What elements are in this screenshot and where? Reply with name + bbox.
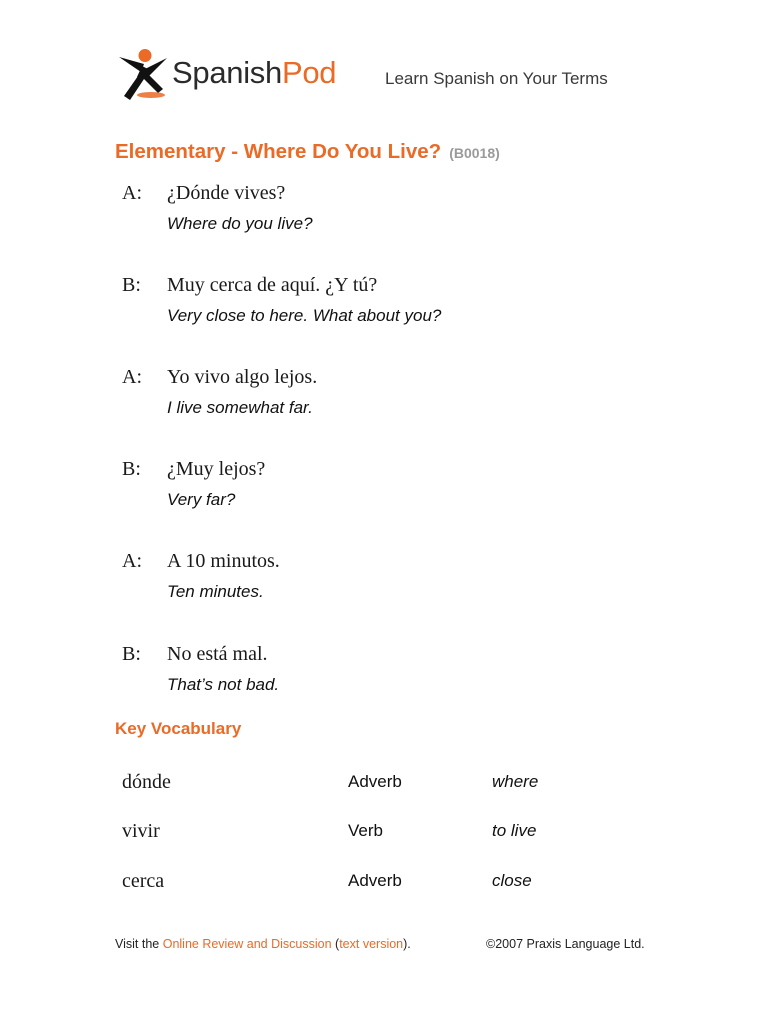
spanish-line: No está mal. — [167, 643, 268, 665]
online-review-link[interactable]: Online Review and Discussion — [162, 937, 332, 951]
spanish-line: ¿Dónde vives? — [167, 182, 286, 204]
vocab-meaning: where — [492, 772, 539, 791]
spanish-line: Muy cerca de aquí. ¿Y tú? — [167, 274, 378, 296]
speaker-label: B: — [122, 458, 141, 480]
brand-name — [172, 54, 336, 92]
vocab-word: cerca — [122, 870, 165, 892]
vocabulary-row — [122, 769, 682, 799]
vocab-part-of-speech: Verb — [348, 821, 383, 840]
english-translation: Very close to here. What about you? — [167, 306, 442, 325]
footer-links — [115, 936, 411, 952]
vocab-part-of-speech: Adverb — [348, 772, 402, 791]
vocabulary-row — [122, 818, 682, 848]
vocab-word: vivir — [122, 820, 160, 842]
speaker-label: A: — [122, 550, 142, 572]
text-version-link[interactable]: text version — [339, 937, 404, 951]
lesson-title-text: Elementary - Where Do You Live? — [115, 140, 442, 163]
vocabulary-row — [122, 868, 682, 898]
vocab-part-of-speech: Adverb — [348, 871, 402, 890]
brand-name-spanish: Spanish — [172, 55, 282, 90]
spanish-line: A 10 minutos. — [167, 550, 280, 572]
english-translation: Very far? — [167, 490, 236, 509]
english-translation: Where do you live? — [167, 214, 313, 233]
english-translation: I live somewhat far. — [167, 398, 313, 417]
speaker-label: B: — [122, 643, 141, 665]
copyright: ©2007 Praxis Language Ltd. — [486, 937, 645, 951]
lesson-code: (B0018) — [449, 145, 500, 161]
lesson-title — [115, 139, 500, 166]
brand-tagline: Learn Spanish on Your Terms — [385, 69, 608, 88]
vocab-meaning: close — [492, 871, 532, 890]
spanish-line: Yo vivo algo lejos. — [167, 366, 318, 388]
vocab-word: dónde — [122, 771, 171, 793]
spanish-line: ¿Muy lejos? — [167, 458, 266, 480]
footer-close-paren: ). — [403, 937, 411, 951]
footer-open-paren: ( — [331, 937, 340, 951]
english-translation: Ten minutes. — [167, 582, 264, 601]
vocab-meaning: to live — [492, 821, 537, 840]
speaker-label: A: — [122, 366, 142, 388]
footer-prefix: Visit the — [115, 937, 163, 951]
speaker-label: A: — [122, 182, 142, 204]
spanishpod-logo-icon — [117, 48, 171, 102]
speaker-label: B: — [122, 274, 141, 296]
vocabulary-heading: Key Vocabulary — [115, 719, 242, 738]
brand-name-pod: Pod — [281, 55, 337, 90]
english-translation: That’s not bad. — [167, 675, 280, 694]
